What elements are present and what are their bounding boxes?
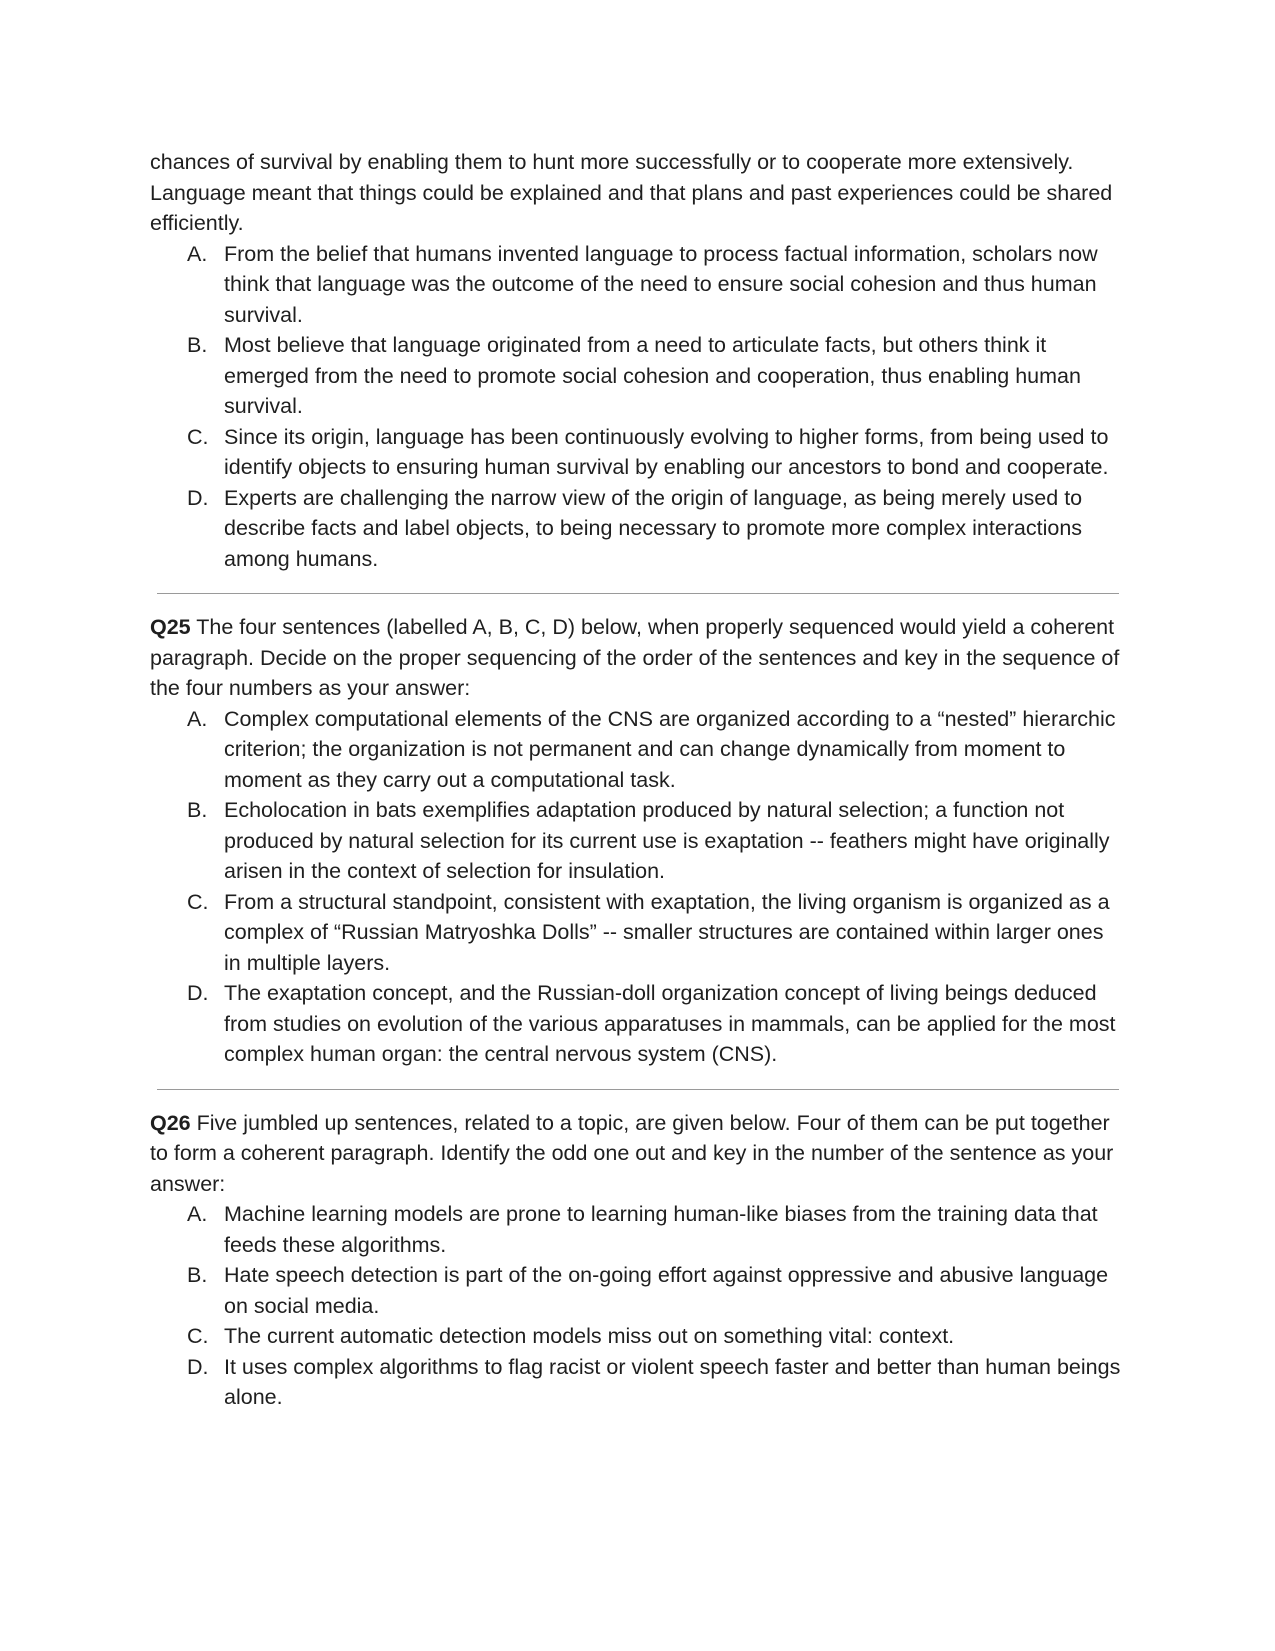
option-list bbox=[150, 1199, 1125, 1413]
option-c bbox=[187, 1321, 1125, 1352]
option-letter: C. bbox=[187, 889, 209, 914]
question-prompt bbox=[150, 1108, 1125, 1200]
option-text: Machine learning models are prone to learning human-like biases from the training data that feeds these algorithms. bbox=[224, 1202, 1098, 1257]
question-text: The four sentences (labelled A, B, C, D) below, when properly sequenced would yield a coherent paragraph. Decide on the proper sequencing of the order of the sentences and key in the sequence of the four numbers as your answer: bbox=[150, 615, 1120, 700]
section-divider bbox=[157, 1089, 1119, 1090]
option-text: From the belief that humans invented language to process factual information, scholars now think that language was the outcome of the need to ensure social cohesion and thus human survival. bbox=[224, 241, 1098, 327]
option-letter: A. bbox=[187, 1202, 208, 1226]
option-list bbox=[150, 239, 1125, 575]
question-prompt bbox=[150, 612, 1125, 704]
option-text: Since its origin, language has been continuously evolving to higher forms, from being used to identify objects to ensuring human survival by enabling our ancestors to bond and cooperate. bbox=[224, 424, 1109, 479]
option-c bbox=[187, 422, 1125, 483]
option-a bbox=[187, 1199, 1125, 1260]
passage-continuation: chances of survival by enabling them to hunt more successfully or to cooperate more extensively. Language meant that things could be explained and that plans and past experiences could be shared efficiently. bbox=[150, 150, 1113, 235]
option-letter: A. bbox=[187, 706, 208, 731]
document-page bbox=[150, 147, 1125, 1413]
option-letter: C. bbox=[187, 1324, 209, 1348]
option-letter: D. bbox=[187, 981, 209, 1005]
option-list bbox=[150, 704, 1125, 1070]
option-a bbox=[187, 239, 1125, 331]
option-text: Echolocation in bats exemplifies adaptation produced by natural selection; a function not produced by natural selection for its current use is exaptation -- feathers might have originally arisen in the context of selection for insulation. bbox=[224, 798, 1110, 883]
option-text: Most believe that language originated from a need to articulate facts, but others think it emerged from the need to promote social cohesion and cooperation, thus enabling human survival. bbox=[224, 333, 1081, 418]
option-letter: B. bbox=[187, 1263, 208, 1287]
option-letter: A. bbox=[187, 241, 208, 266]
continued-question bbox=[150, 147, 1125, 574]
option-text: Complex computational elements of the CNS are organized according to a “nested” hierarchic criterion; the organization is not permanent and can change dynamically from moment to moment as they carry out a computational task. bbox=[224, 706, 1116, 792]
option-b bbox=[187, 1260, 1125, 1321]
question-number: Q26 bbox=[150, 1110, 191, 1135]
option-letter: B. bbox=[187, 333, 208, 357]
option-text: Experts are challenging the narrow view of the origin of language, as being merely used to describe facts and label objects, to being necessary to promote more complex interactions among humans. bbox=[224, 485, 1083, 571]
option-letter: D. bbox=[187, 485, 209, 510]
option-d bbox=[187, 1352, 1125, 1413]
question-26 bbox=[150, 1108, 1125, 1413]
question-text: Five jumbled up sentences, related to a topic, are given below. Four of them can be put together to form a coherent paragraph. Identify the odd one out and key in the number of the sentence as your answer: bbox=[150, 1110, 1114, 1196]
option-b bbox=[187, 330, 1125, 422]
option-letter: B. bbox=[187, 798, 208, 822]
option-d bbox=[187, 483, 1125, 575]
option-letter: C. bbox=[187, 424, 209, 449]
section-divider bbox=[157, 593, 1119, 594]
option-text: It uses complex algorithms to flag racist or violent speech faster and better than human beings alone. bbox=[224, 1354, 1121, 1409]
option-a bbox=[187, 704, 1125, 796]
option-text: From a structural standpoint, consistent with exaptation, the living organism is organized as a complex of “Russian Matryoshka Dolls” -- smaller structures are contained within larger ones in multiple layers. bbox=[224, 889, 1110, 975]
option-text: The current automatic detection models miss out on something vital: context. bbox=[224, 1324, 955, 1348]
option-c bbox=[187, 887, 1125, 979]
option-b bbox=[187, 795, 1125, 887]
option-text: The exaptation concept, and the Russian-doll organization concept of living beings deduced from studies on evolution of the various apparatuses in mammals, can be applied for the most complex human organ: the central nervous system (CNS). bbox=[224, 981, 1116, 1066]
question-number: Q25 bbox=[150, 615, 191, 639]
option-text: Hate speech detection is part of the on-going effort against oppressive and abusive language on social media. bbox=[224, 1263, 1109, 1318]
question-25 bbox=[150, 612, 1125, 1070]
option-d bbox=[187, 978, 1125, 1070]
option-letter: D. bbox=[187, 1354, 209, 1379]
